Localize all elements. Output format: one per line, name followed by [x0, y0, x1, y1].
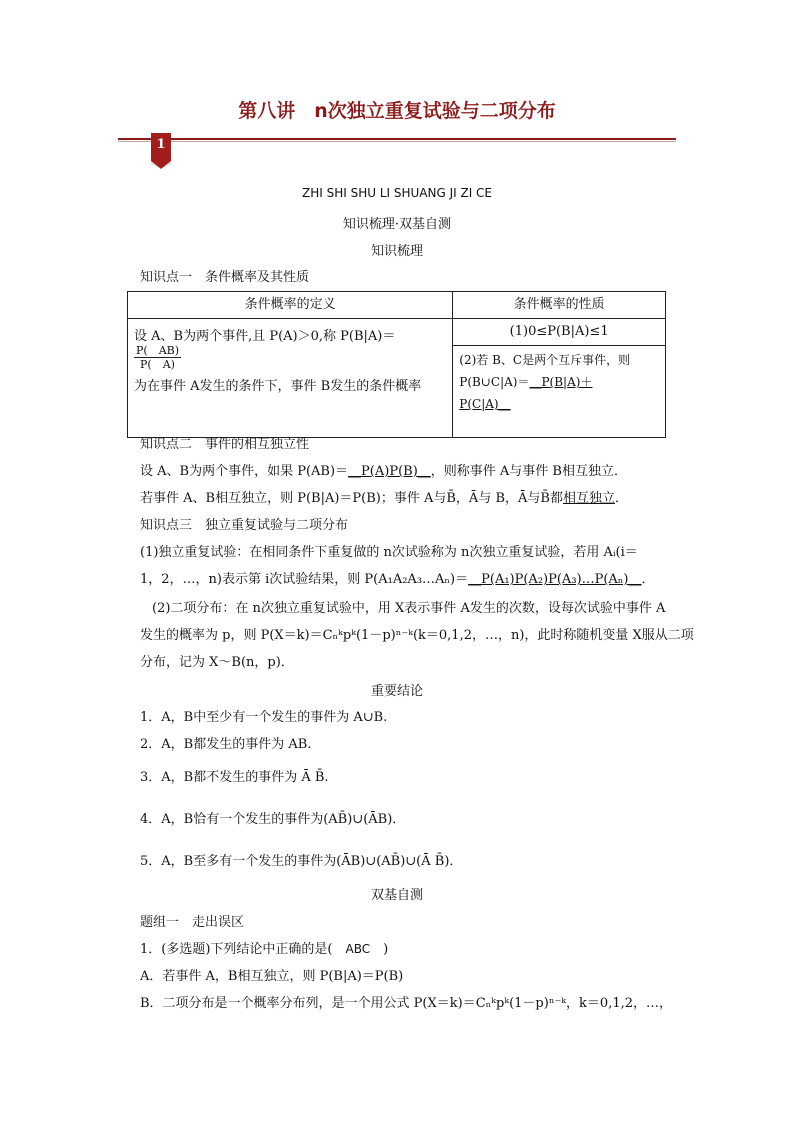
kp2-line2-answer: 相互独立 — [562, 491, 615, 506]
question-1-option-a: A．若事件 A，B相互独立，则 P(B|A)＝P(B) — [140, 969, 404, 984]
subheader-conclusions: 重要结论 — [370, 684, 423, 699]
section-header: 知识梳理·双基自测 — [342, 217, 452, 232]
fraction-denominator: P( A) — [140, 358, 175, 371]
group1-title: 题组一 走出误区 — [140, 915, 245, 930]
kp3-title: 知识点三 独立重复试验与二项分布 — [140, 518, 349, 533]
conclusion-item: 2．A，B都发生的事件为 AB. — [140, 737, 312, 752]
property-2-answer-1: __P(B|A)＋ — [529, 375, 593, 389]
kp2-line1 — [140, 460, 627, 479]
question-1-answer: ABC — [345, 942, 371, 956]
definition-text-2: 为在事件 A发生的条件下，事件 B发生的条件概率 — [134, 379, 422, 394]
property-2-answer-2: P(C|A)__ — [459, 397, 511, 411]
conclusion-item: 4．A，B恰有一个发生的事件为(AB̄)∪(ĀB)． — [140, 812, 406, 827]
conditional-probability-table — [127, 291, 666, 438]
table-header-definition: 条件概率的定义 — [128, 292, 453, 319]
kp3-p2-line1: (2)二项分布：在 n次独立重复试验中，用 X表示事件 A发生的次数，设每次试验中事件 A — [152, 601, 666, 616]
definition-text-1: 设 A、B为两个事件,且 P(A)＞0,称 P(B|A)＝ — [134, 329, 396, 344]
question-1-option-b: B．二项分布是一个概率分布列，是一个用公式 P(X＝k)＝Cₙᵏpᵏ(1－p)ⁿ⁻ᵏ，k＝0,1,2，…， — [140, 996, 673, 1011]
kp2-line2-text: 若事件 A、B相互独立，则 P(B|A)＝P(B)；事件 A与B̄，Ā与 B，Ā与B̄都 — [140, 491, 563, 506]
title-divider-shadow — [118, 141, 676, 142]
kp1-title: 知识点一 条件概率及其性质 — [140, 270, 310, 285]
definition-cell — [128, 319, 453, 438]
section-badge — [151, 133, 171, 169]
page-title: 第八讲 n次独立重复试验与二项分布 — [238, 100, 556, 122]
kp2-line1-text: 设 A、B为两个事件，如果 P(AB)＝ — [140, 464, 349, 479]
kp2-title: 知识点二 事件的相互独立性 — [140, 437, 310, 452]
kp3-p1-line2-text: 1，2，…，n)表示第 i次试验结果，则 P(A₁A₂A₃…Aₙ)＝ — [140, 572, 469, 587]
conclusion-item: 3．A，B都不发生的事件为 Ā B̄. — [140, 770, 329, 785]
property-1: (1)0≤P(B|A)≤1 — [453, 319, 666, 346]
kp3-p1-line2-end: ． — [641, 572, 655, 587]
kp2-line2-end: ． — [614, 491, 628, 506]
kp2-line1-end: ，则称事件 A与事件 B相互独立． — [430, 464, 627, 479]
conclusion-item: 1．A，B中至少有一个发生的事件为 A∪B. — [140, 710, 388, 725]
conclusion-item: 5．A，B至多有一个发生的事件为(ĀB)∪(AB̄)∪(Ā B̄)． — [140, 854, 463, 869]
pinyin-header: ZHI SHI SHU LI SHUANG JI ZI CE — [301, 186, 493, 200]
subheader-self-test: 双基自测 — [370, 888, 423, 903]
kp3-p1-line1: (1)独立重复试验：在相同条件下重复做的 n次试验称为 n次独立重复试验，若用 Aᵢ(i＝ — [140, 545, 638, 560]
kp3-p1-line2 — [140, 568, 655, 587]
property-2-line2: P(B∪C|A)＝ — [459, 375, 530, 389]
kp2-line1-answer: __P(A)P(B)__ — [348, 464, 431, 479]
kp3-p2-line2: 发生的概率为 p，则 P(X＝k)＝Cₙᵏpᵏ(1－p)ⁿ⁻ᵏ(k＝0,1,2，…，n)，此时称随机变量 X服从二项 — [140, 628, 694, 643]
definition-fraction — [134, 344, 181, 371]
fraction-numerator: P( AB) — [136, 344, 180, 357]
question-1-close: ) — [370, 942, 389, 957]
kp2-line2 — [140, 487, 628, 506]
question-1-stem: 1．(多选题)下列结论中正确的是( — [140, 942, 346, 957]
title-divider — [118, 138, 676, 140]
kp3-p2-line3: 分布，记为 X～B(n，p)． — [140, 655, 294, 670]
table-header-properties: 条件概率的性质 — [453, 292, 666, 319]
kp3-p1-answer: __P(A₁)P(A₂)P(A₃)…P(Aₙ)__ — [468, 572, 642, 587]
question-1 — [140, 938, 388, 957]
subheader-knowledge: 知识梳理 — [370, 244, 423, 259]
badge-number: 1 — [156, 137, 166, 152]
property-2-cell — [453, 346, 666, 438]
property-2-line1: (2)若 B、C是两个互斥事件，则 — [459, 353, 631, 367]
